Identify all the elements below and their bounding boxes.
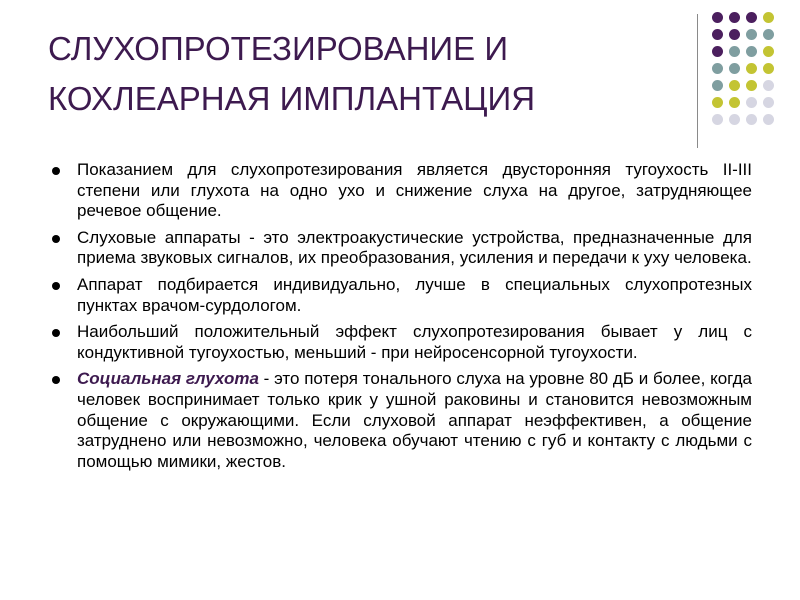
decorative-dot	[712, 63, 723, 74]
bullet-text: Аппарат подбирается индивидуально, лучше в специальных слухопротезных пунктах врачом-сурдологом.	[77, 274, 752, 315]
decorative-dot	[746, 80, 757, 91]
bullet-item	[52, 228, 752, 269]
decorative-dot	[746, 29, 757, 40]
decorative-dot	[746, 12, 757, 23]
decorative-dot	[729, 63, 740, 74]
decorative-dot	[712, 97, 723, 108]
decorative-dot	[729, 12, 740, 23]
bullet-item	[52, 369, 752, 472]
bullet-emphasis: Социальная глухота	[77, 369, 259, 389]
decorative-dot	[729, 46, 740, 57]
bullet-dot-icon	[52, 235, 60, 243]
bullet-text: Показанием для слухопротезирования является двусторонняя тугоухость II-III степени или глухота на одно ухо и снижение слуха на другое, затрудняющее речевое общение.	[77, 160, 752, 221]
decorative-dot	[763, 12, 774, 23]
decorative-dot	[712, 29, 723, 40]
bullet-text: - это потеря тонального слуха на уровне 80 дБ и более, когда человек воспринимает только крик у ушной раковины и становится невозможным общение с окружающими. Если слуховой аппарат неэффективен, а общение затруднено или невозможно, человека обучают чтению с губ и контакту с людьми с помощью мимики, жестов.	[77, 369, 752, 471]
decorative-dot	[729, 97, 740, 108]
bullet-text: Слуховые аппараты - это электроакустические устройства, предназначенные для приема звуковых сигналов, их преобразования, усиления и передачи к уху человека.	[77, 227, 752, 268]
decorative-dot	[729, 114, 740, 125]
decorative-dot	[763, 29, 774, 40]
decorative-dot	[712, 12, 723, 23]
decorative-dot	[746, 97, 757, 108]
bullet-item	[52, 275, 752, 316]
bullet-dot-icon	[52, 282, 60, 290]
bullet-item	[52, 322, 752, 363]
decorative-dot	[763, 97, 774, 108]
decorative-dot	[746, 114, 757, 125]
decorative-dot	[746, 63, 757, 74]
bullet-dot-icon	[52, 376, 60, 384]
decorative-dot	[712, 114, 723, 125]
decorative-dot	[746, 46, 757, 57]
decorative-dot	[763, 80, 774, 91]
slide-title	[48, 24, 668, 124]
slide-title-line-2: КОХЛЕАРНАЯ ИМПЛАНТАЦИЯ	[48, 80, 536, 117]
bullet-dot-icon	[52, 329, 60, 337]
decorative-dot	[729, 80, 740, 91]
bullet-item	[52, 160, 752, 222]
bullet-dot-icon	[52, 167, 60, 175]
decorative-dot	[763, 114, 774, 125]
decorative-dot	[763, 46, 774, 57]
decorative-dot	[712, 80, 723, 91]
decorative-dot	[763, 63, 774, 74]
slide-body	[52, 160, 752, 478]
decorative-dot	[712, 46, 723, 57]
decorative-dot	[729, 29, 740, 40]
bullet-text: Наибольший положительный эффект слухопротезирования бывает у лиц с кондуктивной тугоухостью, меньший - при нейросенсорной тугоухости.	[77, 322, 752, 362]
decorative-divider	[697, 14, 698, 148]
slide-title-line-1: СЛУХОПРОТЕЗИРОВАНИЕ И	[48, 30, 509, 67]
